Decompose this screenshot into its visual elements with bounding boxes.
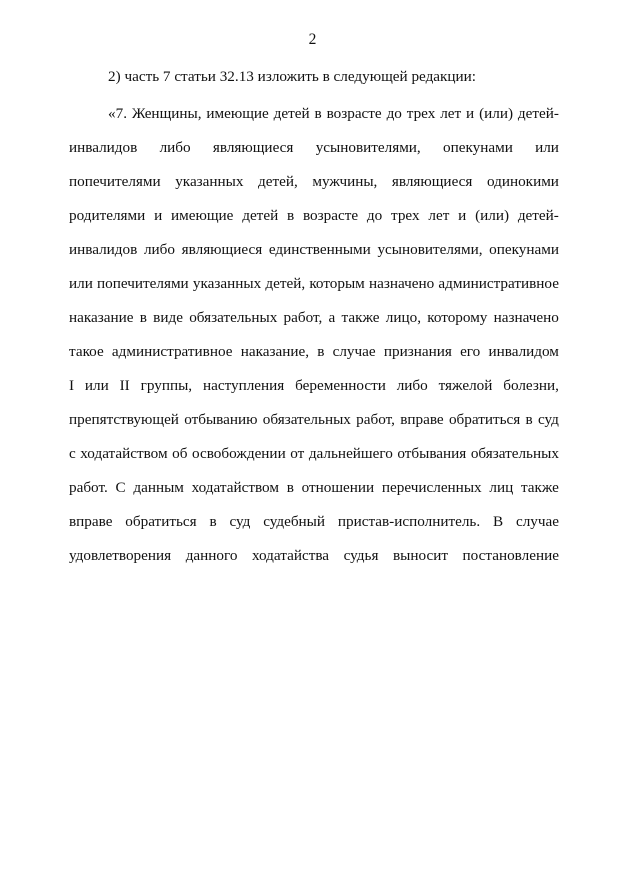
word: мужчины, [312, 173, 378, 190]
word: судебный [263, 513, 326, 530]
text-line [69, 171, 559, 205]
word: которым [309, 275, 365, 292]
word: и [466, 105, 475, 122]
word: Женщины, [131, 105, 202, 122]
word: возрасте [302, 207, 359, 224]
word: инвалидов [69, 139, 138, 156]
text-line [69, 307, 559, 341]
text-line [69, 273, 559, 307]
word: обратиться [125, 513, 197, 530]
word: либо [159, 139, 191, 156]
word: инвалидов [69, 241, 138, 258]
text-line [69, 103, 559, 137]
word: обязательных [189, 309, 278, 326]
word: являющиеся [181, 241, 263, 258]
word: вправе [400, 411, 444, 428]
word: группы, [140, 377, 193, 394]
word: обязательных [470, 445, 559, 462]
word: которому [427, 309, 488, 326]
word: опекунами [443, 139, 513, 156]
word: от [290, 445, 305, 462]
word: или [69, 275, 93, 292]
word: С [115, 479, 126, 496]
word: тяжелой [438, 377, 493, 394]
word: опекунами [489, 241, 559, 258]
word: данным [133, 479, 184, 496]
text-line [69, 443, 559, 477]
word: трех [406, 105, 436, 122]
word: работ. [69, 479, 108, 496]
word: в [286, 479, 294, 496]
page-number: 2 [308, 31, 317, 48]
word: возрасте [326, 105, 382, 122]
word: детей- [517, 105, 559, 122]
word: трех [391, 207, 420, 224]
word: в [314, 105, 322, 122]
word: ходатайства [252, 547, 330, 564]
word: являющиеся [212, 139, 294, 156]
word: а [328, 309, 336, 326]
word: в [287, 207, 295, 224]
word: удовлетворения [69, 547, 172, 564]
text-line [69, 239, 559, 273]
word: указанных [175, 173, 244, 190]
word: в [317, 343, 325, 360]
word: случае [332, 343, 376, 360]
word: детей [242, 207, 279, 224]
word: об [172, 445, 188, 462]
text-line [69, 205, 559, 239]
word: случае [515, 513, 559, 530]
document-body [69, 66, 559, 579]
word: административное [111, 343, 233, 360]
word: или [84, 377, 109, 394]
word: (или) [479, 105, 514, 122]
word: лиц [489, 479, 514, 496]
word: лет [440, 105, 462, 122]
word: перечисленных [381, 479, 482, 496]
word: болезни, [503, 377, 559, 394]
word: отношении [301, 479, 375, 496]
word: назначено [368, 275, 435, 292]
word: отбыванию [184, 411, 258, 428]
word: его [460, 343, 481, 360]
word: данного [185, 547, 238, 564]
text-line [69, 341, 559, 375]
word: или [535, 139, 559, 156]
word: в [525, 411, 533, 428]
text-line [69, 511, 559, 545]
word: виде [153, 309, 183, 326]
word: одинокими [486, 173, 559, 190]
word: наказание [69, 309, 134, 326]
word: отбывания [397, 445, 467, 462]
word: имеющие [171, 207, 234, 224]
word: такое [69, 343, 104, 360]
word: детей [273, 105, 310, 122]
word: пристав-исполнитель. [337, 513, 481, 530]
word: выносит [393, 547, 448, 564]
word: указанных [192, 275, 262, 292]
word: препятствующей [69, 411, 179, 428]
text-line [69, 409, 559, 443]
word: и [458, 207, 467, 224]
word: лет [428, 207, 450, 224]
word: признания [383, 343, 452, 360]
word: усыновителями, [377, 241, 483, 258]
word: «7. [108, 105, 127, 122]
word: вправе [69, 513, 113, 530]
word: попечителями [69, 173, 161, 190]
word: беременности [295, 377, 386, 394]
word: дальнейшего [308, 445, 393, 462]
word: попечителями [97, 275, 189, 292]
word: в [139, 309, 147, 326]
word: обязательных [262, 411, 351, 428]
word: родителями [69, 207, 146, 224]
word: I [69, 377, 75, 394]
text-line [69, 375, 559, 409]
word: обратиться [448, 411, 521, 428]
word: лицо, [385, 309, 422, 326]
word: детей, [265, 275, 306, 292]
word: детей, [258, 173, 298, 190]
word: суд [538, 411, 559, 428]
word: освобождении [192, 445, 286, 462]
word: наказание, [240, 343, 309, 360]
word: постановление [462, 547, 559, 564]
word: назначено [493, 309, 559, 326]
word: либо [396, 377, 428, 394]
word: имеющие [206, 105, 269, 122]
word: административное [438, 275, 559, 292]
word: и [154, 207, 163, 224]
word: с [69, 445, 76, 462]
word: единственными [268, 241, 371, 258]
word: ходатайством [191, 479, 279, 496]
word: до [366, 207, 383, 224]
word: либо [143, 241, 175, 258]
word: являющиеся [391, 173, 473, 190]
word: также [520, 479, 559, 496]
word: II [119, 377, 130, 394]
word: работ, [356, 411, 395, 428]
word: также [341, 309, 380, 326]
text-line [69, 477, 559, 511]
text-line [69, 545, 559, 579]
word: детей- [517, 207, 559, 224]
word: работ, [283, 309, 323, 326]
word: (или) [475, 207, 510, 224]
word: наступления [202, 377, 285, 394]
word: В [492, 513, 504, 530]
amendment-intro-line: 2) часть 7 статьи 32.13 изложить в следующей редакции: [108, 68, 477, 85]
word: суд [229, 513, 251, 530]
word: ходатайством [80, 445, 168, 462]
word: судья [343, 547, 379, 564]
text-line [69, 137, 559, 171]
word: инвалидом [488, 343, 559, 360]
word: до [386, 105, 402, 122]
word: усыновителями, [315, 139, 421, 156]
word: в [209, 513, 217, 530]
